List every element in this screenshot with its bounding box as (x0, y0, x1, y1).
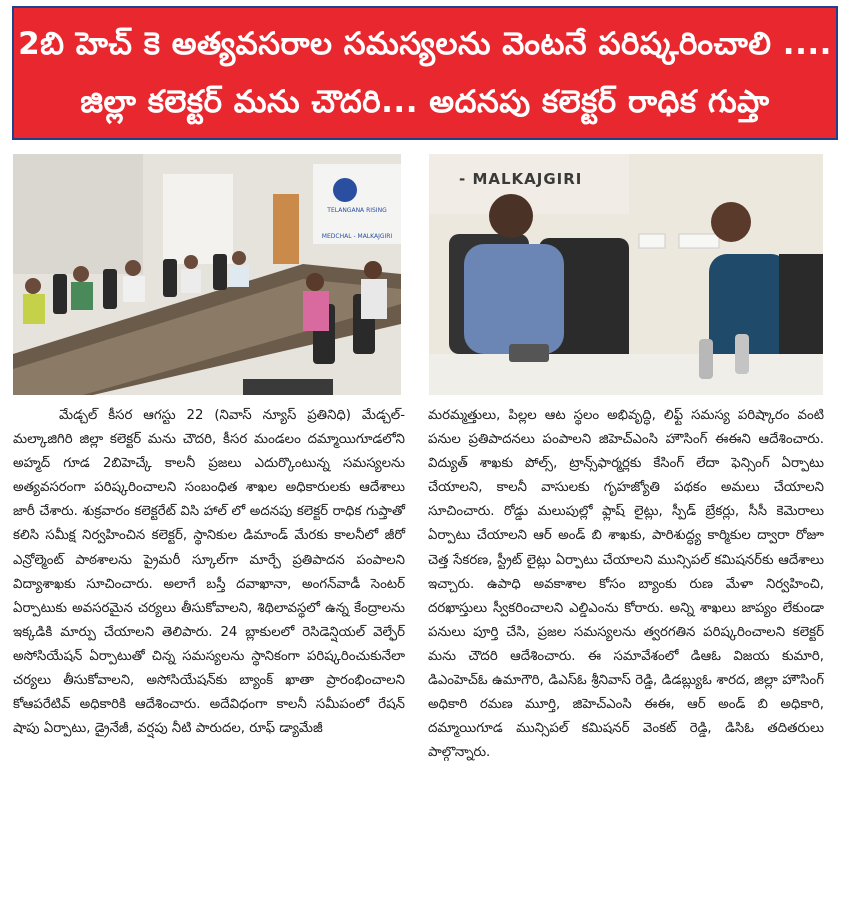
malkajgiri-banner-text: - MALKAJGIRI (459, 170, 583, 188)
headline-banner (12, 6, 838, 140)
article-right-column (428, 404, 824, 765)
article-left-column (13, 404, 405, 741)
meeting-hall-photo (13, 154, 401, 395)
collector-photo (429, 154, 823, 395)
article-text-left: మేడ్చల్ కీసర ఆగస్టు 22 (నివాస్ న్యూస్ ప్రతినిధి) మేడ్చల్-మల్కాజిగిరి జిల్లా కలెక్టర్ మను చౌదరి, కీసర మండలం దమ్మాయిగూడలోని అహ్మద్ గూడ 2బిహెచ్కే కాలనీ ప్రజలు ఎదుర్కొంటున్న సమస్యలను అత్యవసరంగా పరిష్కరించాలని సంబంధిత శాఖల అధికారులకు ఆదేశాలు జారీ చేశారు. శుక్రవారం కలెక్టరేట్ విసి హాల్ లో అదనపు కలెక్టర్ రాధిక గుప్తాతో కలిసి సమీక్ష నిర్వహించిన కలెక్టర్, స్థానికుల డిమాండ్ మేరకు కాలనీలో జీరో ఎన్రోల్మెంట్ పాఠశాలను ప్రైమరీ స్కూల్‌గా మార్చే ప్రతిపాదన పంపాలని విద్యాశాఖకు సూచించారు. అలాగే బస్తీ దవాఖానా, అంగన్‌వాడీ సెంటర్ ఏర్పాటుకు అవసరమైన చర్యలు తీసుకోవాలని, శిథిలావస్థలో ఉన్న కేంద్రాలను ఇక్కడికి మార్పు చేయాలని తెలిపారు. 24 బ్లాకులలో రెసిడెన్షియల్ వెల్ఫేర్ అసోసియేషన్ ఏర్పాటుతో చిన్న సమస్యలను స్థానికంగా పరిష్కరించుకునేలా చర్యలు తీసుకోవాలని, అసోసియేషన్‌కు బ్యాంక్ ఖాతా ప్రారంభించాలని కోఆపరేటివ్ అధికారికి ఆదేశించారు. అదేవిధంగా కాలనీ సమీపంలో రేషన్ షాపు ఏర్పాటు, డ్రైనేజీ, వర్షపు నీటి పారుదల, రూఫ్ డ్యామేజీ (13, 408, 405, 737)
collector-illustration (429, 154, 823, 395)
article-text-right: మరమ్మత్తులు, పిల్లల ఆట స్థలం అభివృద్ధి, లిఫ్ట్ సమస్య పరిష్కారం వంటి పనుల ప్రతిపాదనలు పంపాలని జిహెచ్ఎంసి హౌసింగ్ ఈఈని ఆదేశించారు. విద్యుత్ శాఖకు పోల్స్, ట్రాన్స్‌ఫార్మర్లకు కేసింగ్ లేదా ఫెన్సింగ్ ఏర్పాటు చేయాలని, కాలనీ వాసులకు గృహజ్యోతి పథకం అమలు చేయాలని సూచించారు. రోడ్డు మలుపుల్లో ఫ్లాష్ లైట్లు, స్పీడ్ బ్రేకర్లు, సీసీ కెమెరాలు ఏర్పాటు చేయాలని ఆర్ అండ్ బి శాఖకు, పారిశుద్ధ్య కార్మికుల ద్వారా రోజూ చెత్త సేకరణ, స్ట్రీట్ లైట్లు ఏర్పాటు చేయాలని మున్సిపల్ కమిషనర్‌కు ఆదేశాలు ఇచ్చారు. ఉపాధి అవకాశాల కోసం బ్యాంకు రుణ మేళా నిర్వహించి, దరఖాస్తులు స్వీకరించాలని ఎల్డిఎంను కోరారు. అన్ని శాఖలు జాప్యం లేకుండా పనులు పూర్తి చేసి, ప్రజల సమస్యలను త్వరగతిన పరిష్కరించాలని కలెక్టర్ మను చౌదరి ఆదేశించారు. ఈ సమావేశంలో డిఆఓ విజయ కుమారి, డిఎంహెచ్ఓ ఉమాగౌరి, డిఎస్ఓ శ్రీనివాస్ రెడ్డి, డిడబ్ల్యుఓ శారద, జిల్లా హౌసింగ్ అధికారి రమణ మూర్తి, జిహెచ్ఎంసి ఈఈ, ఆర్ అండ్ బి అధికారి, దమ్మాయిగూడ మున్సిపల్ కమిషనర్ వెంకట్ రెడ్డి, డిసిఓ తదితరులు పాల్గొన్నారు. (428, 408, 824, 761)
headline-line-1: 2బి హెచ్ కె అత్యవసరాల సమస్యలను వెంటనే పరిష్కరించాలి .... (18, 26, 832, 62)
logo-text: TELANGANA RISING (327, 207, 387, 214)
headline-line-2: జిల్లా కలెక్టర్ మను చౌదరి... అదనపు కలెక్టర్ రాధిక గుప్తా (80, 84, 770, 120)
district-banner-text: MEDCHAL - MALKAJGIRI (321, 233, 393, 240)
meeting-hall-illustration (13, 154, 401, 395)
